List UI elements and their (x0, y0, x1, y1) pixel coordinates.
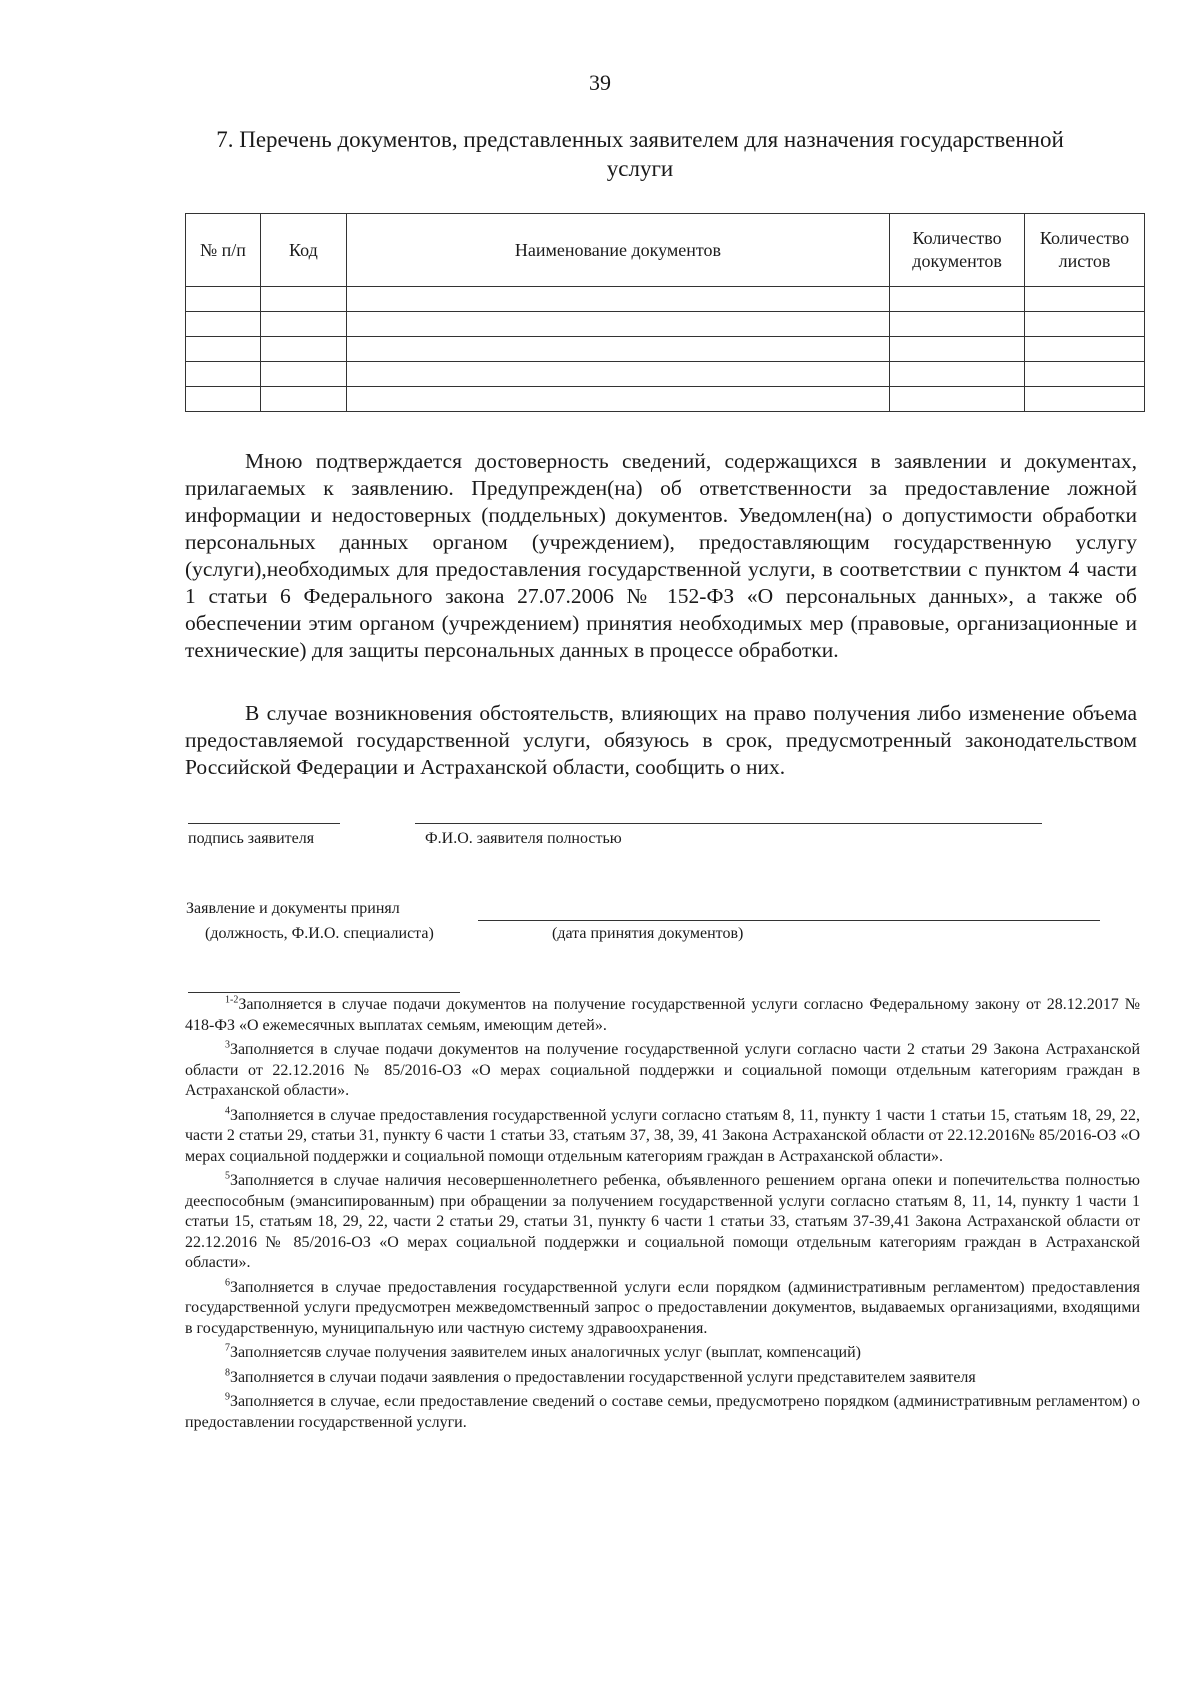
applicant-signature-line (188, 823, 340, 824)
table-cell (890, 337, 1025, 362)
table-cell (186, 362, 261, 387)
footnote (185, 1040, 1140, 1102)
applicant-signature-label: подпись заявителя (188, 830, 315, 847)
footnote-text: Заполняется в случае наличия несовершеннолетнего ребенка, объявленного решением органа опеки и попечительства полностью дееспособным (эмансипированным) при обращении за получением государственной услуги согласно статьям 8, 11, 14, пункту 1 части 1 статьи 15, статьям 18, 29, 22, части 2 статьи 29, статьи 31, пункту 6 части 1 статьи 33, статьям 37-39,41 Закона Астраханской области от 22.12.2016 № 85/2016-ОЗ «О мерах социальной поддержки и социальной помощи отдельным категориям граждан в Астраханской области». (185, 1172, 1140, 1271)
applicant-name-line (415, 823, 1042, 824)
footnote-separator (188, 992, 460, 993)
table-cell (890, 387, 1025, 412)
table-cell (1025, 387, 1145, 412)
footnote-mark: 5 (225, 1170, 230, 1182)
table-cell (346, 362, 889, 387)
confirmation-paragraph: Мною подтверждается достоверность сведений, содержащихся в заявлении и документах, прилагаемых к заявлению. Предупрежден(на) об ответственности за предоставление ложной информации и недостоверных (поддельных) документов. Уведомлен(на) о допустимости обработки персональных данных органом (учреждением), предоставляющим государственную услугу (услуги),необходимых для предоставления государственной услуги, в соответствии с пунктом 4 части 1 статьи 6 Федерального закона 27.07.2006 № 152-ФЗ «О персональных данных», а также об обеспечении этим органом (учреждением) принятия необходимых мер (правовые, организационные и технические) для защиты персональных данных в процессе обработки. (185, 449, 1137, 662)
table-cell (1025, 337, 1145, 362)
footnote-mark: 4 (225, 1105, 230, 1117)
table-cell (346, 287, 889, 312)
footnote-text: Заполняется в случае, если предоставление сведений о составе семьи, предусмотрено порядком (административным регламентом) о предоставлении государственной услуги. (185, 1393, 1140, 1431)
table-cell (1025, 362, 1145, 387)
footnote (185, 1278, 1140, 1340)
obligation-paragraph: В случае возникновения обстоятельств, влияющих на право получения либо изменение объема предоставляемой государственной услуги, обязуюсь в срок, предусмотренный законодательством Российской Федерации и Астраханской области, сообщить о них. (185, 701, 1137, 779)
table-row (186, 337, 1145, 362)
accepted-by-label: Заявление и документы принял (186, 900, 400, 917)
footnote-mark: 3 (225, 1039, 230, 1051)
table-cell (890, 287, 1025, 312)
footnote-mark: 9 (225, 1391, 230, 1403)
section-title: 7. Перечень документов, представленных заявителем для назначения государственной услуги (216, 127, 1064, 181)
table-cell (186, 337, 261, 362)
header-qty-sheets: Количество листов (1025, 214, 1145, 287)
footnote (185, 995, 1140, 1036)
footnote-text: Заполняется в случае подачи документов на получение государственной услуги согласно Федеральному закону от 28.12.2017 № 418-ФЗ «О ежемесячных выплатах семьям, имеющим детей». (185, 996, 1140, 1034)
documents-table (185, 213, 1145, 412)
acceptance-date-label: (дата принятия документов) (552, 925, 744, 942)
table-cell (186, 387, 261, 412)
table-cell (260, 387, 346, 412)
table-cell (1025, 312, 1145, 337)
footnote-mark: 8 (225, 1367, 230, 1379)
footnote-text: Заполняется в случаи подачи заявления о предоставлении государственной услуги представителем заявителя (230, 1368, 976, 1386)
table-row (186, 387, 1145, 412)
footnote-text: Заполняется в случае предоставления государственной услуги согласно статьям 8, 11, пункту 1 части 1 статьи 15, статьям 18, 29, 22, части 2 статьи 29, статьи 31, пункту 6 части 1 статьи 33, статьям 37, 38, 39, 41 Закона Астраханской области от 22.12.2016№ 85/2016-ОЗ «О мерах социальной поддержки и социальной помощи отдельным категориям граждан в Астраханской области». (185, 1106, 1140, 1165)
footnote-text: Заполняетсяв случае получения заявителем иных аналогичных услуг (выплат, компенсаций) (230, 1344, 861, 1361)
table-cell (346, 337, 889, 362)
accepted-by-line (478, 920, 1100, 921)
header-code: Код (260, 214, 346, 287)
footnote (185, 1392, 1140, 1433)
table-row (186, 362, 1145, 387)
table-row (186, 287, 1145, 312)
page-number: 39 (589, 70, 611, 95)
table-cell (346, 387, 889, 412)
table-cell (260, 337, 346, 362)
table-cell (260, 287, 346, 312)
applicant-name-label: Ф.И.О. заявителя полностью (425, 830, 622, 847)
table-cell (260, 312, 346, 337)
footnote-text: Заполняется в случае подачи документов на получение государственной услуги согласно части 2 статьи 29 Закона Астраханской области от 22.12.2016 № 85/2016-ОЗ «О мерах социальной поддержки и социальной помощи отдельным категориям граждан в Астраханской области». (185, 1041, 1140, 1099)
footnote (185, 1368, 1140, 1389)
header-name: Наименование документов (346, 214, 889, 287)
footnote-mark: 7 (225, 1342, 230, 1354)
table-cell (890, 362, 1025, 387)
table-header-row (186, 214, 1145, 287)
footnotes (185, 995, 1140, 1437)
footnote (185, 1106, 1140, 1168)
table-cell (890, 312, 1025, 337)
footnote-mark: 6 (225, 1277, 230, 1289)
table-cell (260, 362, 346, 387)
header-qty-docs: Количество документов (890, 214, 1025, 287)
table-cell (186, 312, 261, 337)
footnote-mark: 1-2 (225, 994, 239, 1006)
table-row (186, 312, 1145, 337)
footnote (185, 1343, 1140, 1364)
table-cell (1025, 287, 1145, 312)
table-cell (186, 287, 261, 312)
specialist-label: (должность, Ф.И.О. специалиста) (205, 925, 434, 942)
table-cell (346, 312, 889, 337)
footnote-text: Заполняется в случае предоставления государственной услуги если порядком (административным регламентом) предоставления государственной услуги предусмотрен межведомственный запрос о предоставлении документов, выдаваемых организациями, входящими в государственную, муниципальную или частную систему здравоохранения. (185, 1278, 1140, 1337)
footnote (185, 1171, 1140, 1274)
header-num: № п/п (186, 214, 261, 287)
